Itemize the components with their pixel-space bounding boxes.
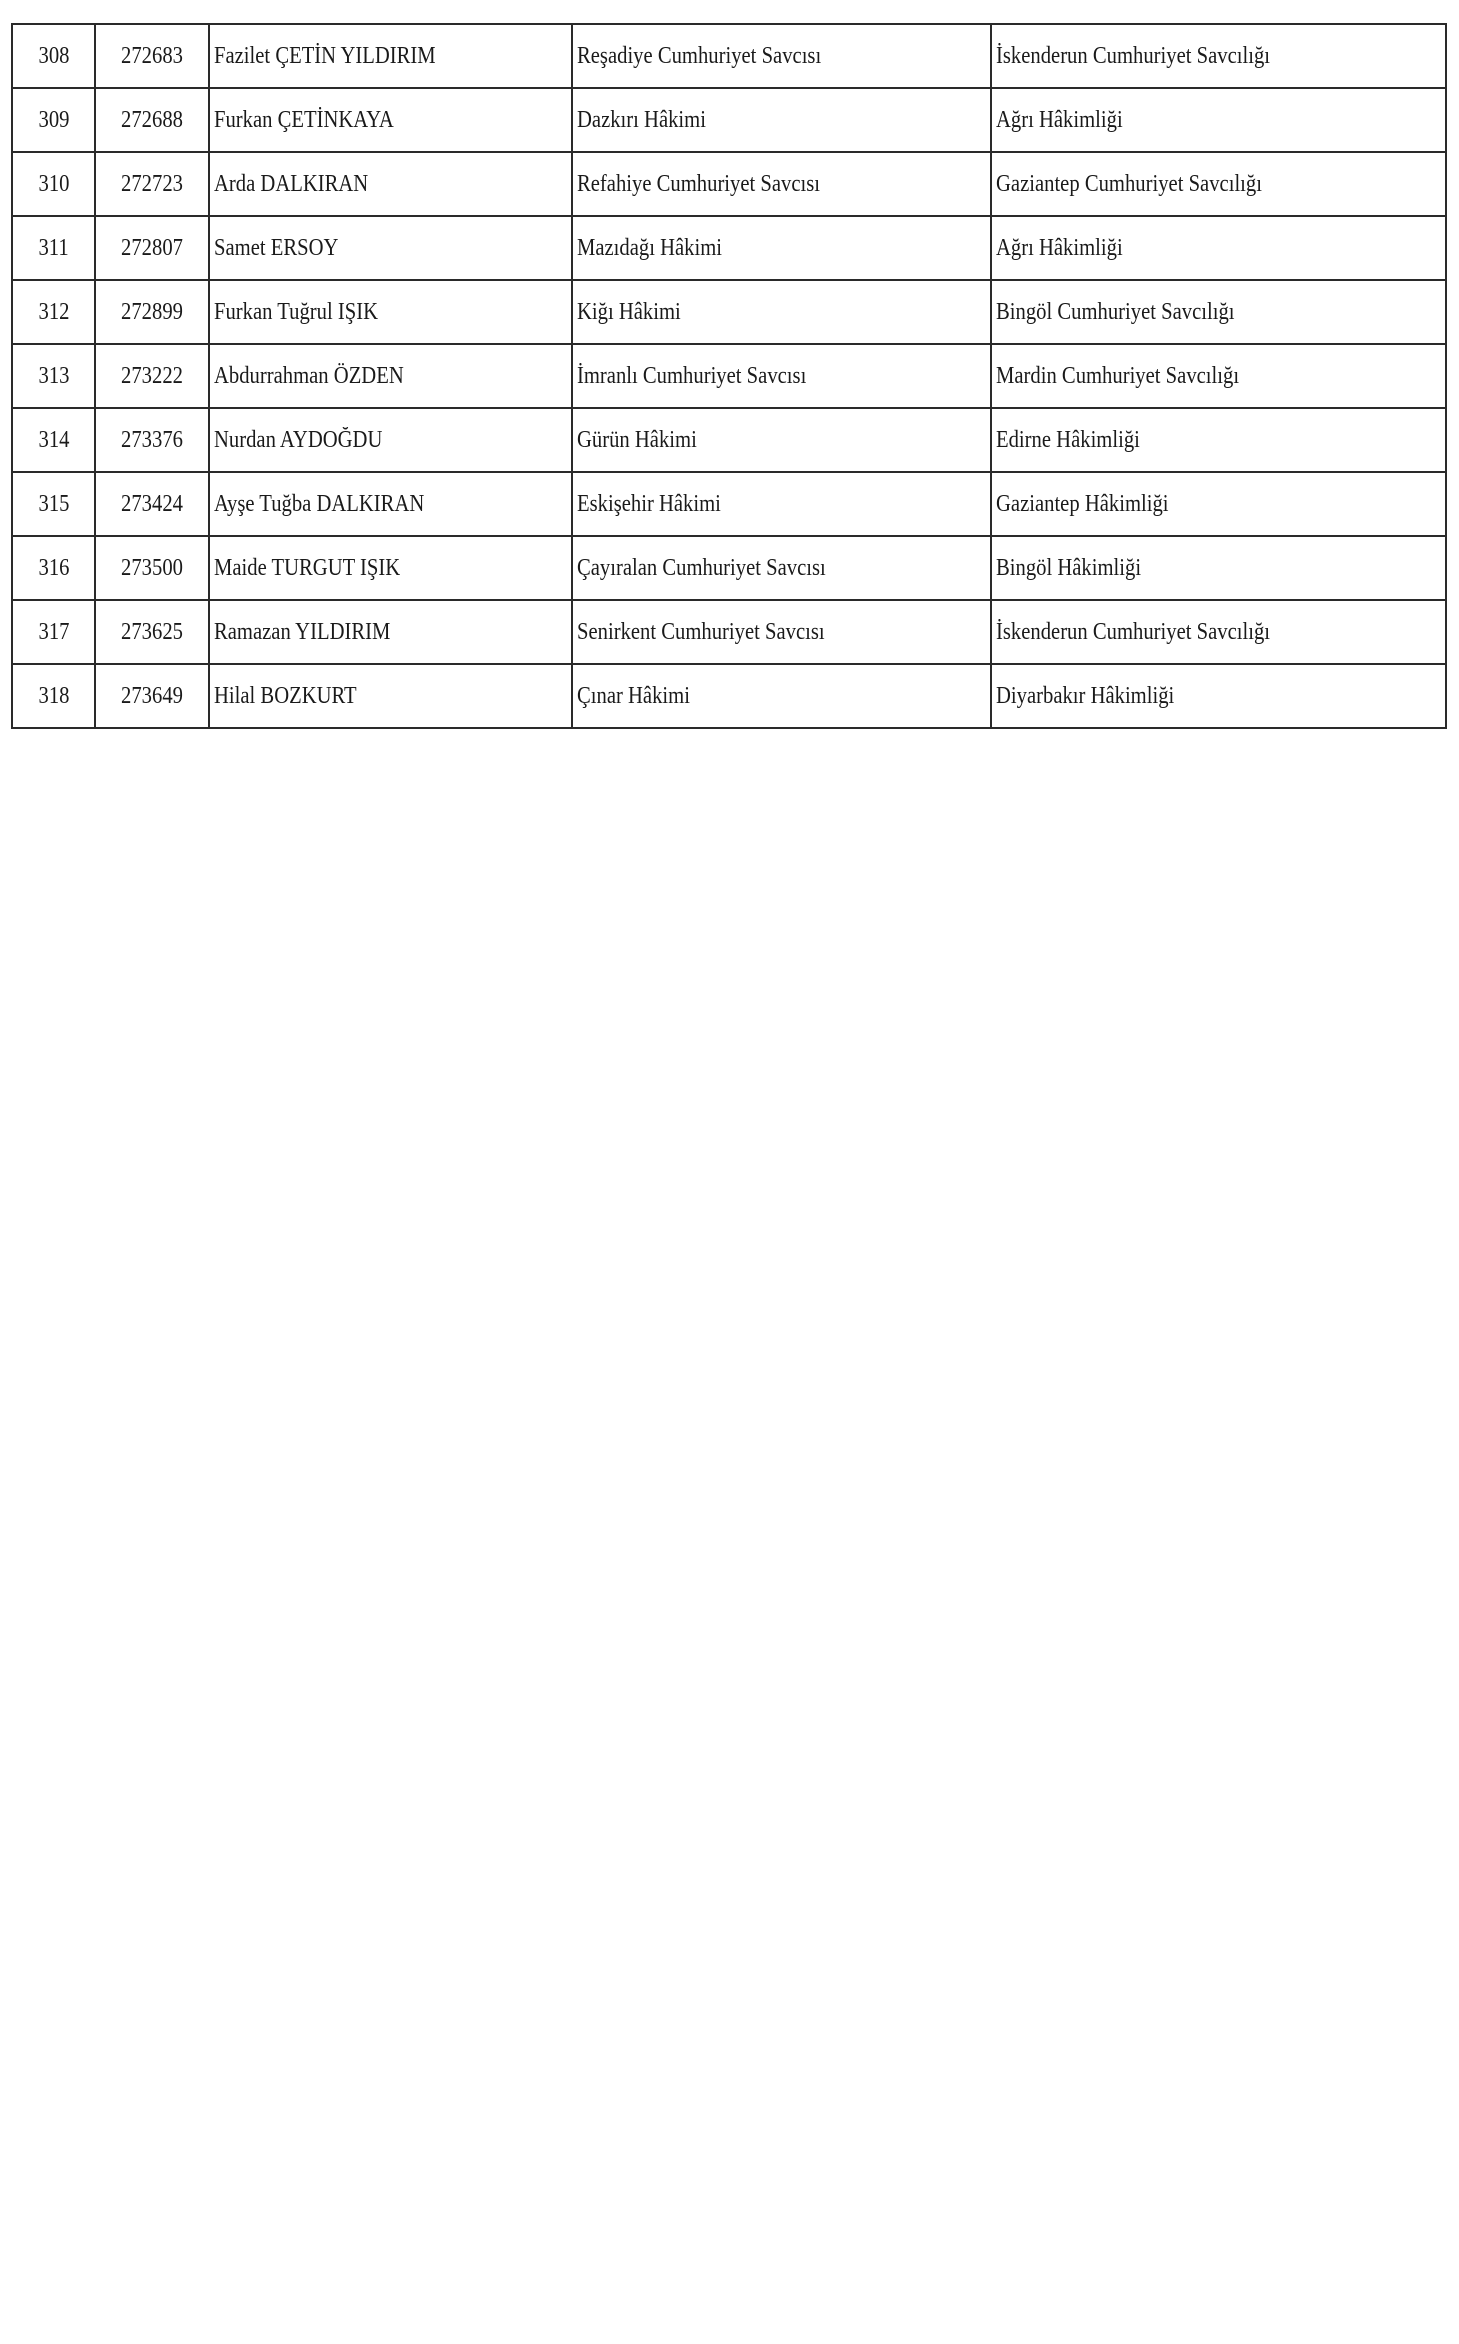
table-row [12, 600, 1446, 664]
current-post: İmranlı Cumhuriyet Savcısı [577, 363, 807, 389]
new-post-cell [991, 600, 1446, 664]
current-post-cell [572, 280, 991, 344]
full-name: Furkan Tuğrul IŞIK [214, 299, 379, 325]
full-name: Ramazan YILDIRIM [214, 619, 391, 645]
registry-number: 273376 [121, 427, 183, 453]
new-post: Ağrı Hâkimliği [996, 235, 1123, 261]
current-post: Senirkent Cumhuriyet Savcısı [577, 619, 825, 645]
row-number: 313 [38, 363, 69, 389]
new-post-cell [991, 472, 1446, 536]
new-post: Bingöl Hâkimliği [996, 555, 1142, 581]
registry-number: 273424 [121, 491, 183, 517]
row-number: 312 [38, 299, 69, 325]
registry-number: 273649 [121, 683, 183, 709]
row-number-cell [12, 664, 95, 728]
new-post-cell [991, 152, 1446, 216]
registry-number: 272899 [121, 299, 183, 325]
full-name: Samet ERSOY [214, 235, 339, 261]
row-number: 311 [38, 235, 69, 261]
registry-number-cell [95, 24, 209, 88]
new-post-cell [991, 24, 1446, 88]
table-row [12, 344, 1446, 408]
row-number-cell [12, 600, 95, 664]
current-post-cell [572, 344, 991, 408]
registry-number-cell [95, 216, 209, 280]
row-number-cell [12, 88, 95, 152]
new-post: Gaziantep Cumhuriyet Savcılığı [996, 171, 1262, 197]
full-name-cell [209, 216, 572, 280]
registry-number: 272683 [121, 43, 183, 69]
full-name-cell [209, 88, 572, 152]
table-row [12, 88, 1446, 152]
registry-number-cell [95, 280, 209, 344]
new-post: Diyarbakır Hâkimliği [996, 683, 1175, 709]
full-name-cell [209, 408, 572, 472]
full-name: Maide TURGUT IŞIK [214, 555, 401, 581]
row-number: 314 [38, 427, 69, 453]
registry-number-cell [95, 600, 209, 664]
row-number: 317 [38, 619, 69, 645]
row-number: 318 [38, 683, 69, 709]
new-post-cell [991, 88, 1446, 152]
current-post: Mazıdağı Hâkimi [577, 235, 723, 261]
current-post-cell [572, 152, 991, 216]
registry-number: 273625 [121, 619, 183, 645]
registry-number-cell [95, 88, 209, 152]
full-name-cell [209, 664, 572, 728]
registry-number-cell [95, 344, 209, 408]
new-post-cell [991, 280, 1446, 344]
new-post: Ağrı Hâkimliği [996, 107, 1123, 133]
row-number-cell [12, 280, 95, 344]
full-name-cell [209, 280, 572, 344]
new-post-cell [991, 344, 1446, 408]
row-number: 309 [38, 107, 69, 133]
registry-number: 272723 [121, 171, 183, 197]
current-post: Refahiye Cumhuriyet Savcısı [577, 171, 821, 197]
new-post: Mardin Cumhuriyet Savcılığı [996, 363, 1240, 389]
full-name: Ayşe Tuğba DALKIRAN [214, 491, 425, 517]
row-number: 308 [38, 43, 69, 69]
full-name: Abdurrahman ÖZDEN [214, 363, 404, 389]
table-row [12, 152, 1446, 216]
row-number-cell [12, 536, 95, 600]
full-name: Arda DALKIRAN [214, 171, 369, 197]
current-post: Eskişehir Hâkimi [577, 491, 721, 517]
new-post: İskenderun Cumhuriyet Savcılığı [996, 619, 1271, 645]
table-row [12, 216, 1446, 280]
table-row [12, 472, 1446, 536]
registry-number: 273222 [121, 363, 183, 389]
row-number: 316 [38, 555, 69, 581]
current-post: Çayıralan Cumhuriyet Savcısı [577, 555, 826, 581]
current-post: Kiğı Hâkimi [577, 299, 681, 325]
row-number-cell [12, 408, 95, 472]
full-name-cell [209, 24, 572, 88]
table-row [12, 664, 1446, 728]
registry-number-cell [95, 152, 209, 216]
row-number-cell [12, 472, 95, 536]
table-row [12, 408, 1446, 472]
row-number: 310 [38, 171, 69, 197]
row-number-cell [12, 152, 95, 216]
current-post-cell [572, 664, 991, 728]
table-row [12, 280, 1446, 344]
current-post-cell [572, 536, 991, 600]
current-post: Dazkırı Hâkimi [577, 107, 706, 133]
registry-number-cell [95, 664, 209, 728]
current-post-cell [572, 600, 991, 664]
new-post-cell [991, 664, 1446, 728]
current-post-cell [572, 472, 991, 536]
table-body [12, 24, 1446, 728]
full-name-cell [209, 344, 572, 408]
registry-number-cell [95, 536, 209, 600]
assignments-table [11, 23, 1447, 729]
registry-number: 272688 [121, 107, 183, 133]
full-name: Furkan ÇETİNKAYA [214, 107, 394, 133]
full-name: Nurdan AYDOĞDU [214, 427, 383, 453]
registry-number-cell [95, 408, 209, 472]
current-post-cell [572, 408, 991, 472]
registry-number: 272807 [121, 235, 183, 261]
current-post-cell [572, 24, 991, 88]
new-post-cell [991, 408, 1446, 472]
new-post-cell [991, 536, 1446, 600]
new-post: Edirne Hâkimliği [996, 427, 1140, 453]
full-name-cell [209, 536, 572, 600]
new-post: Gaziantep Hâkimliği [996, 491, 1169, 517]
current-post: Çınar Hâkimi [577, 683, 690, 709]
full-name: Hilal BOZKURT [214, 683, 357, 709]
current-post-cell [572, 88, 991, 152]
table-row [12, 24, 1446, 88]
row-number-cell [12, 344, 95, 408]
registry-number: 273500 [121, 555, 183, 581]
full-name-cell [209, 472, 572, 536]
new-post: Bingöl Cumhuriyet Savcılığı [996, 299, 1235, 325]
full-name-cell [209, 600, 572, 664]
row-number: 315 [38, 491, 69, 517]
full-name: Fazilet ÇETİN YILDIRIM [214, 43, 436, 69]
current-post-cell [572, 216, 991, 280]
row-number-cell [12, 216, 95, 280]
current-post: Gürün Hâkimi [577, 427, 697, 453]
new-post-cell [991, 216, 1446, 280]
table-row [12, 536, 1446, 600]
registry-number-cell [95, 472, 209, 536]
current-post: Reşadiye Cumhuriyet Savcısı [577, 43, 822, 69]
new-post: İskenderun Cumhuriyet Savcılığı [996, 43, 1271, 69]
row-number-cell [12, 24, 95, 88]
full-name-cell [209, 152, 572, 216]
